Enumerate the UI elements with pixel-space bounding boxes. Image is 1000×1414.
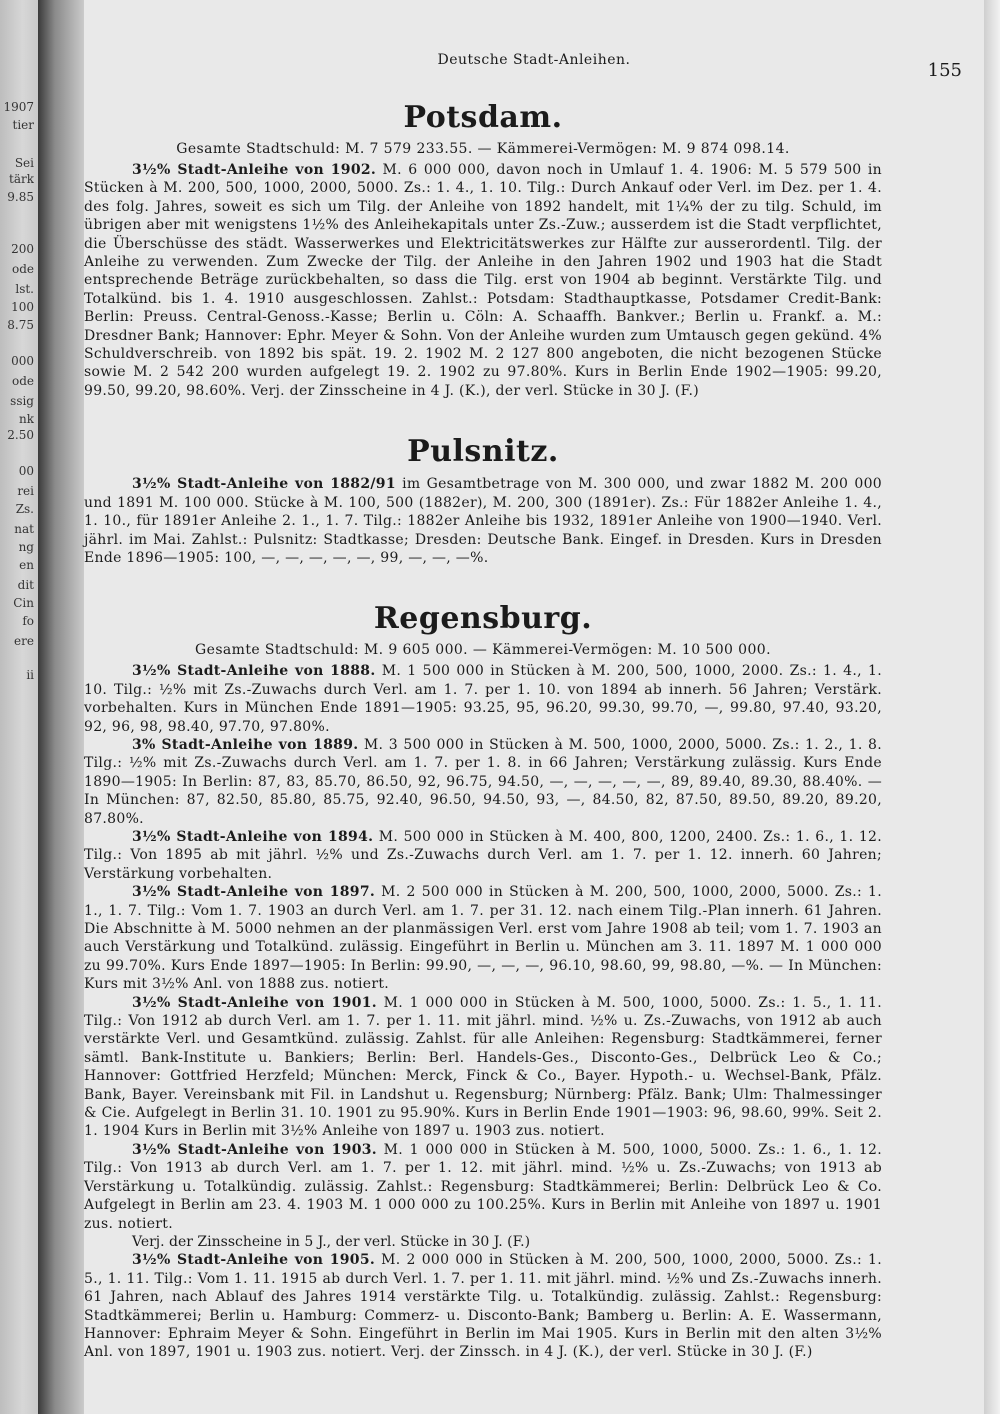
loan-entry (84, 1141, 882, 1233)
city-summary: Gesamte Stadtschuld: M. 7 579 233.55. — Kämmerei-Vermögen: M. 9 874 098.14. (176, 141, 790, 157)
loan-entry (84, 994, 882, 1141)
loan-entry (84, 475, 882, 567)
loan-text: im Gesamtbetrage von M. 300 000, und zwar 1882 M. 200 000 und 1891 M. 100 000. Stücke à M. 100, 500 (1882er), M. 200, 300 (1891er). Zs.: Für 1882er Anleihe 1. 4., 1. 10., für 1891er Anleihe 2. 1., 1. 7. Tilg.: 1882er Anleihe bis 1932, 1891er Anleihe von 1900—1940. Verl. jährl. im Mai. Zahlst.: Pulsnitz: Stadtkasse; Dresden: Deutsche Bank. Eingef. in Dresden. Kurs in Dresden Ende 1896—1905: 100, —, —, —, —, —, 99, —, —, —%. (84, 476, 882, 566)
city-summary: Gesamte Stadtschuld: M. 9 605 000. — Kämmerei-Vermögen: M. 10 500 000. (195, 642, 771, 659)
loan-entry (84, 828, 882, 883)
fragment: tärk (9, 172, 34, 186)
loan-title: 3½% Stadt-Anleihe von 1888. (132, 663, 376, 680)
running-head: Deutsche Stadt-Anleihen. (437, 52, 631, 68)
fragment: fo (22, 614, 34, 628)
loan-entry (84, 883, 882, 993)
loan-text: M. 2 500 000 in Stücken à M. 200, 500, 1000, 2000, 5000. Zs.: 1. 1., 1. 7. Tilg.: Vom 1. 7. 1903 an durch Verl. am 1. 7. per 31. 12. nach einem Tilg.-Plan innerh. 61 Jahren. Die Abschnitte à M. 5000 nehmen an der planmässigen Verl. erst vom Jahre 1908 ab teil; vom 1. 7. 1903 an auch Verstärkung und Totalkünd. zulässig. Eingeführt in Berlin u. München am 3. 11. 1897 M. 1 000 000 zu 99.70%. Kurs Ende 1897—1905: In Berlin: 99.90, —, —, —, 96.10, 98.60, 99, 98.80, —%. — In München: Kurs mit 3½% Anl. von 1888 zus. notiert. (84, 884, 883, 993)
fragment: ere (14, 634, 34, 648)
loan-entry (84, 161, 882, 400)
loan-title: 3½% Stadt-Anleihe von 1894. (132, 828, 374, 845)
fragment: ii (26, 668, 34, 682)
loan-text: M. 500 000 in Stücken à M. 400, 800, 1200, 2400. Zs.: 1. 6., 1. 12. Tilg.: Von 1895 ab mit jährl. ½% und Zs.-Zuwachs durch Verl. am 1. 7. per 1. 12. innerh. 60 Jahren; Verstärkung vorbehalten. (84, 828, 882, 882)
scan-right-edge (984, 0, 1000, 1414)
book-gutter (38, 0, 86, 1414)
fragment: 100 (11, 300, 34, 314)
loan-text: M. 6 000 000, davon noch in Umlauf 1. 4. 1906: M. 5 579 500 in Stücken à M. 200, 500, 1000, 2000, 5000. Zs.: 1. 4., 1. 10. Tilg.: Durch Ankauf oder Verl. im Dez. per 1. 4. des folg. Jahres, soweit es sich um Tilg. der Anleihe von 1892 handelt, mit 1¼% der zu tilg. Schuld, im übrigen aber mit wenigstens 1½% des Anleihekapitals unter Zs.-Zuw.; ausserdem ist die Stadt verpflichtet, die Überschüsse des städt. Wasserwerkes und Elektricitätswerkes zur Hälfte zur ausserordentl. Tilg. der Anleihe zu verwenden. Zum Zwecke der Tilg. der Anleihe in den Jahren 1902 und 1903 hat die Stadt entsprechende Beträge zurückbehalten, so dass die Tilg. erst von 1904 ab beginnt. Verstärkte Tilg. und Totalkünd. bis 1. 4. 1910 ausgeschlossen. Zahlst.: Potsdam: Stadthauptkasse, Potsdamer Credit-Bank: Berlin: Preuss. Central-Genoss.-Kasse; Berlin u. Cöln: A. Schaaffh. Bankver.; Berlin u. Frankf. a. M.: Dresdner Bank; Hannover: Ephr. Meyer & Sohn. Von der Anleihe wurden zum Umtausch gegen gekünd. 4% Schuldverschreib. von 1892 bis spät. 19. 2. 1902 M. 2 127 800 angeboten, die nicht bezogenen Stücke sowie M. 2 542 200 wurden aufgelegt 19. 2. 1902 zu 97.80%. Kurs in Berlin Ende 1902—1905: 99.20, 99.50, 99.20, 98.60%. Verj. der Zinsscheine in 4 J. (K.), der verl. Stücke in 30 J. (F.) (84, 162, 882, 399)
fragment: Sei (14, 156, 34, 170)
loan-entry (84, 1251, 882, 1361)
section-divider (84, 567, 882, 593)
city-heading: Regensburg. (373, 601, 593, 637)
fragment: 8.75 (7, 318, 34, 332)
fragment: tier (12, 118, 34, 132)
section-pulsnitz (84, 434, 882, 567)
page-content (84, 92, 882, 1362)
loan-title: 3½% Stadt-Anleihe von 1905. (132, 1252, 376, 1269)
loan-text: M. 3 500 000 in Stücken à M. 500, 1000, 2000, 5000. Zs.: 1. 2., 1. 8. Tilg.: ½% mit Zs.-Zuwachs durch Verl. am 1. 7. per 1. 8. in 66 Jahren; Verstärkung zulässig. Kurs Ende 1890—1905: In Berlin: 87, 83, 85.70, 86.50, 92, 96.75, 94.50, —, —, —, —, —, 89, 89.40, 89.30, 88.40%. — In München: 87, 82.50, 85.80, 85.75, 92.40, 96.50, 94.50, 93, —, 84.50, 82, 87.50, 89.50, 89.20, 89.20, 87.80%. (84, 736, 882, 827)
fragment: lst. (15, 282, 34, 296)
loan-text: M. 2 000 000 in Stücken à M. 200, 500, 1000, 2000, 5000. Zs.: 1. 5., 1. 11. Tilg.: Vom 1. 11. 1915 ab durch Verl. 1. 7. per 1. 11. mit jährl. mind. ½% und Zs.-Zuwachs innerh. 61 Jahren, nach Ablauf des Jahres 1914 verstärkte Tilg. u. Totalkündig. zulässig. Zahlst.: Regensburg: Stadtkämmerei; Berlin u. Hamburg: Commerz- u. Disconto-Bank; Bamberg u. Berlin: A. E. Wassermann, Hannover: Ephraim Meyer & Sohn. Eingeführt in Berlin im Mai 1905. Kurs in Berlin mit den alten 3½% Anl. von 1897, 1901 u. 1903 zus. notiert. Verj. der Zinssch. in 4 J. (K.), der verl. Stücke in 30 J. (F.) (84, 1252, 883, 1361)
fragment: 2.50 (7, 428, 34, 442)
section-potsdam (84, 100, 882, 400)
fragment: 1907 (3, 100, 34, 114)
book-page (84, 0, 984, 1414)
limitation-note: Verj. der Zinsscheine in 5 J., der verl. Stücke in 30 J. (F.) (132, 1233, 531, 1250)
loan-title: 3½% Stadt-Anleihe von 1897. (132, 884, 376, 901)
fragment: 00 (18, 464, 34, 478)
loan-title: 3½% Stadt-Anleihe von 1903. (132, 1141, 377, 1158)
loan-entry (84, 736, 882, 828)
loan-title: 3% Stadt-Anleihe von 1889. (132, 736, 359, 753)
fragment: nk (19, 412, 34, 426)
loan-entry (84, 662, 882, 736)
section-divider (84, 400, 882, 426)
fragment: nat (14, 522, 34, 536)
fragment: 000 (11, 354, 34, 368)
fragment: ode (11, 262, 34, 276)
fragment: Zs. (15, 502, 34, 516)
fragment: ode (11, 374, 34, 388)
fragment: 200 (11, 242, 34, 256)
loan-title: 3½% Stadt-Anleihe von 1902. (132, 162, 377, 178)
fragment: dit (17, 578, 34, 592)
fragment: ssig (10, 394, 34, 408)
fragment: rei (17, 484, 34, 498)
section-regensburg (84, 601, 882, 1361)
fragment: Cin (13, 596, 34, 610)
fragment: en (19, 558, 34, 572)
loan-title: 3½% Stadt-Anleihe von 1882/91 (132, 476, 396, 493)
loan-text: M. 1 500 000 in Stücken à M. 200, 500, 1000, 2000. Zs.: 1. 4., 1. 10. Tilg.: ½% mit Zs.-Zuwachs durch Verl. am 1. 7. per 1. 10. von 1894 ab innerh. 56 Jahren; Verstärk. vorbehalten. Kurs in München Ende 1891—1905: 93.25, 95, 96.20, 99.30, 99.70, —, 99.80, 97.40, 93.20, 92, 96, 98, 98.40, 97.70, 97.80%. (84, 663, 882, 735)
fragment: 9.85 (7, 190, 34, 204)
adjacent-page-fragments (0, 0, 34, 1414)
loan-text: M. 1 000 000 in Stücken à M. 500, 1000, 5000. Zs.: 1. 5., 1. 11. Tilg.: Von 1912 ab durch Verl. am 1. 7. per 1. 11. mit jährl. mind. ½% u. Zs.-Zuwachs, von 1912 ab auch verstärkte Verl. und Gesamtkünd. zulässig. Zahlst. für alle Anleihen: Regensburg: Stadtkämmerei, ferner sämtl. Bank-Institute u. Bankiers; Berlin: Berl. Handels-Ges., Disconto-Ges., Delbrück Leo & Co.; Hannover: Gottfried Herzfeld; München: Merck, Finck & Co., Bayer. Hypoth.- u. Wechsel-Bank, Pfälz. Bank, Bayer. Vereinsbank mit Fil. in Landshut u. Regensburg; Nürnberg: Pfälz. Bank; Ulm: Thalmessinger & Cie. Aufgelegt in Berlin 31. 10. 1901 zu 95.90%. Kurs in Berlin Ende 1901—1903: 96, 98.60, 99%. Seit 2. 1. 1904 Kurs in Berlin mit 3½% Anleihe von 1897 u. 1903 zus. notiert. (84, 994, 882, 1140)
loan-text: M. 1 000 000 in Stücken à M. 500, 1000, 5000. Zs.: 1. 6., 1. 12. Tilg.: Von 1913 ab durch Verl. am 1. 7. per 1. 12. mit jährl. mind. ½% u. Zs.-Zuwachs; von 1913 ab Verstärkung u. Totalkündig. zulässig. Zahlst.: Regensburg: Stadtkämmerei; Berlin: Delbrück Leo & Co. Aufgelegt in Berlin am 23. 4. 1903 M. 1 000 000 zu 100.25%. Kurs in Berlin mit Anleihe von 1897 u. 1901 zus. notiert. (84, 1141, 882, 1232)
city-heading: Potsdam. (403, 100, 563, 135)
fragment: ng (18, 540, 34, 554)
city-heading: Pulsnitz. (407, 434, 559, 470)
page-number: 155 (927, 60, 962, 81)
loan-title: 3½% Stadt-Anleihe von 1901. (132, 994, 377, 1011)
